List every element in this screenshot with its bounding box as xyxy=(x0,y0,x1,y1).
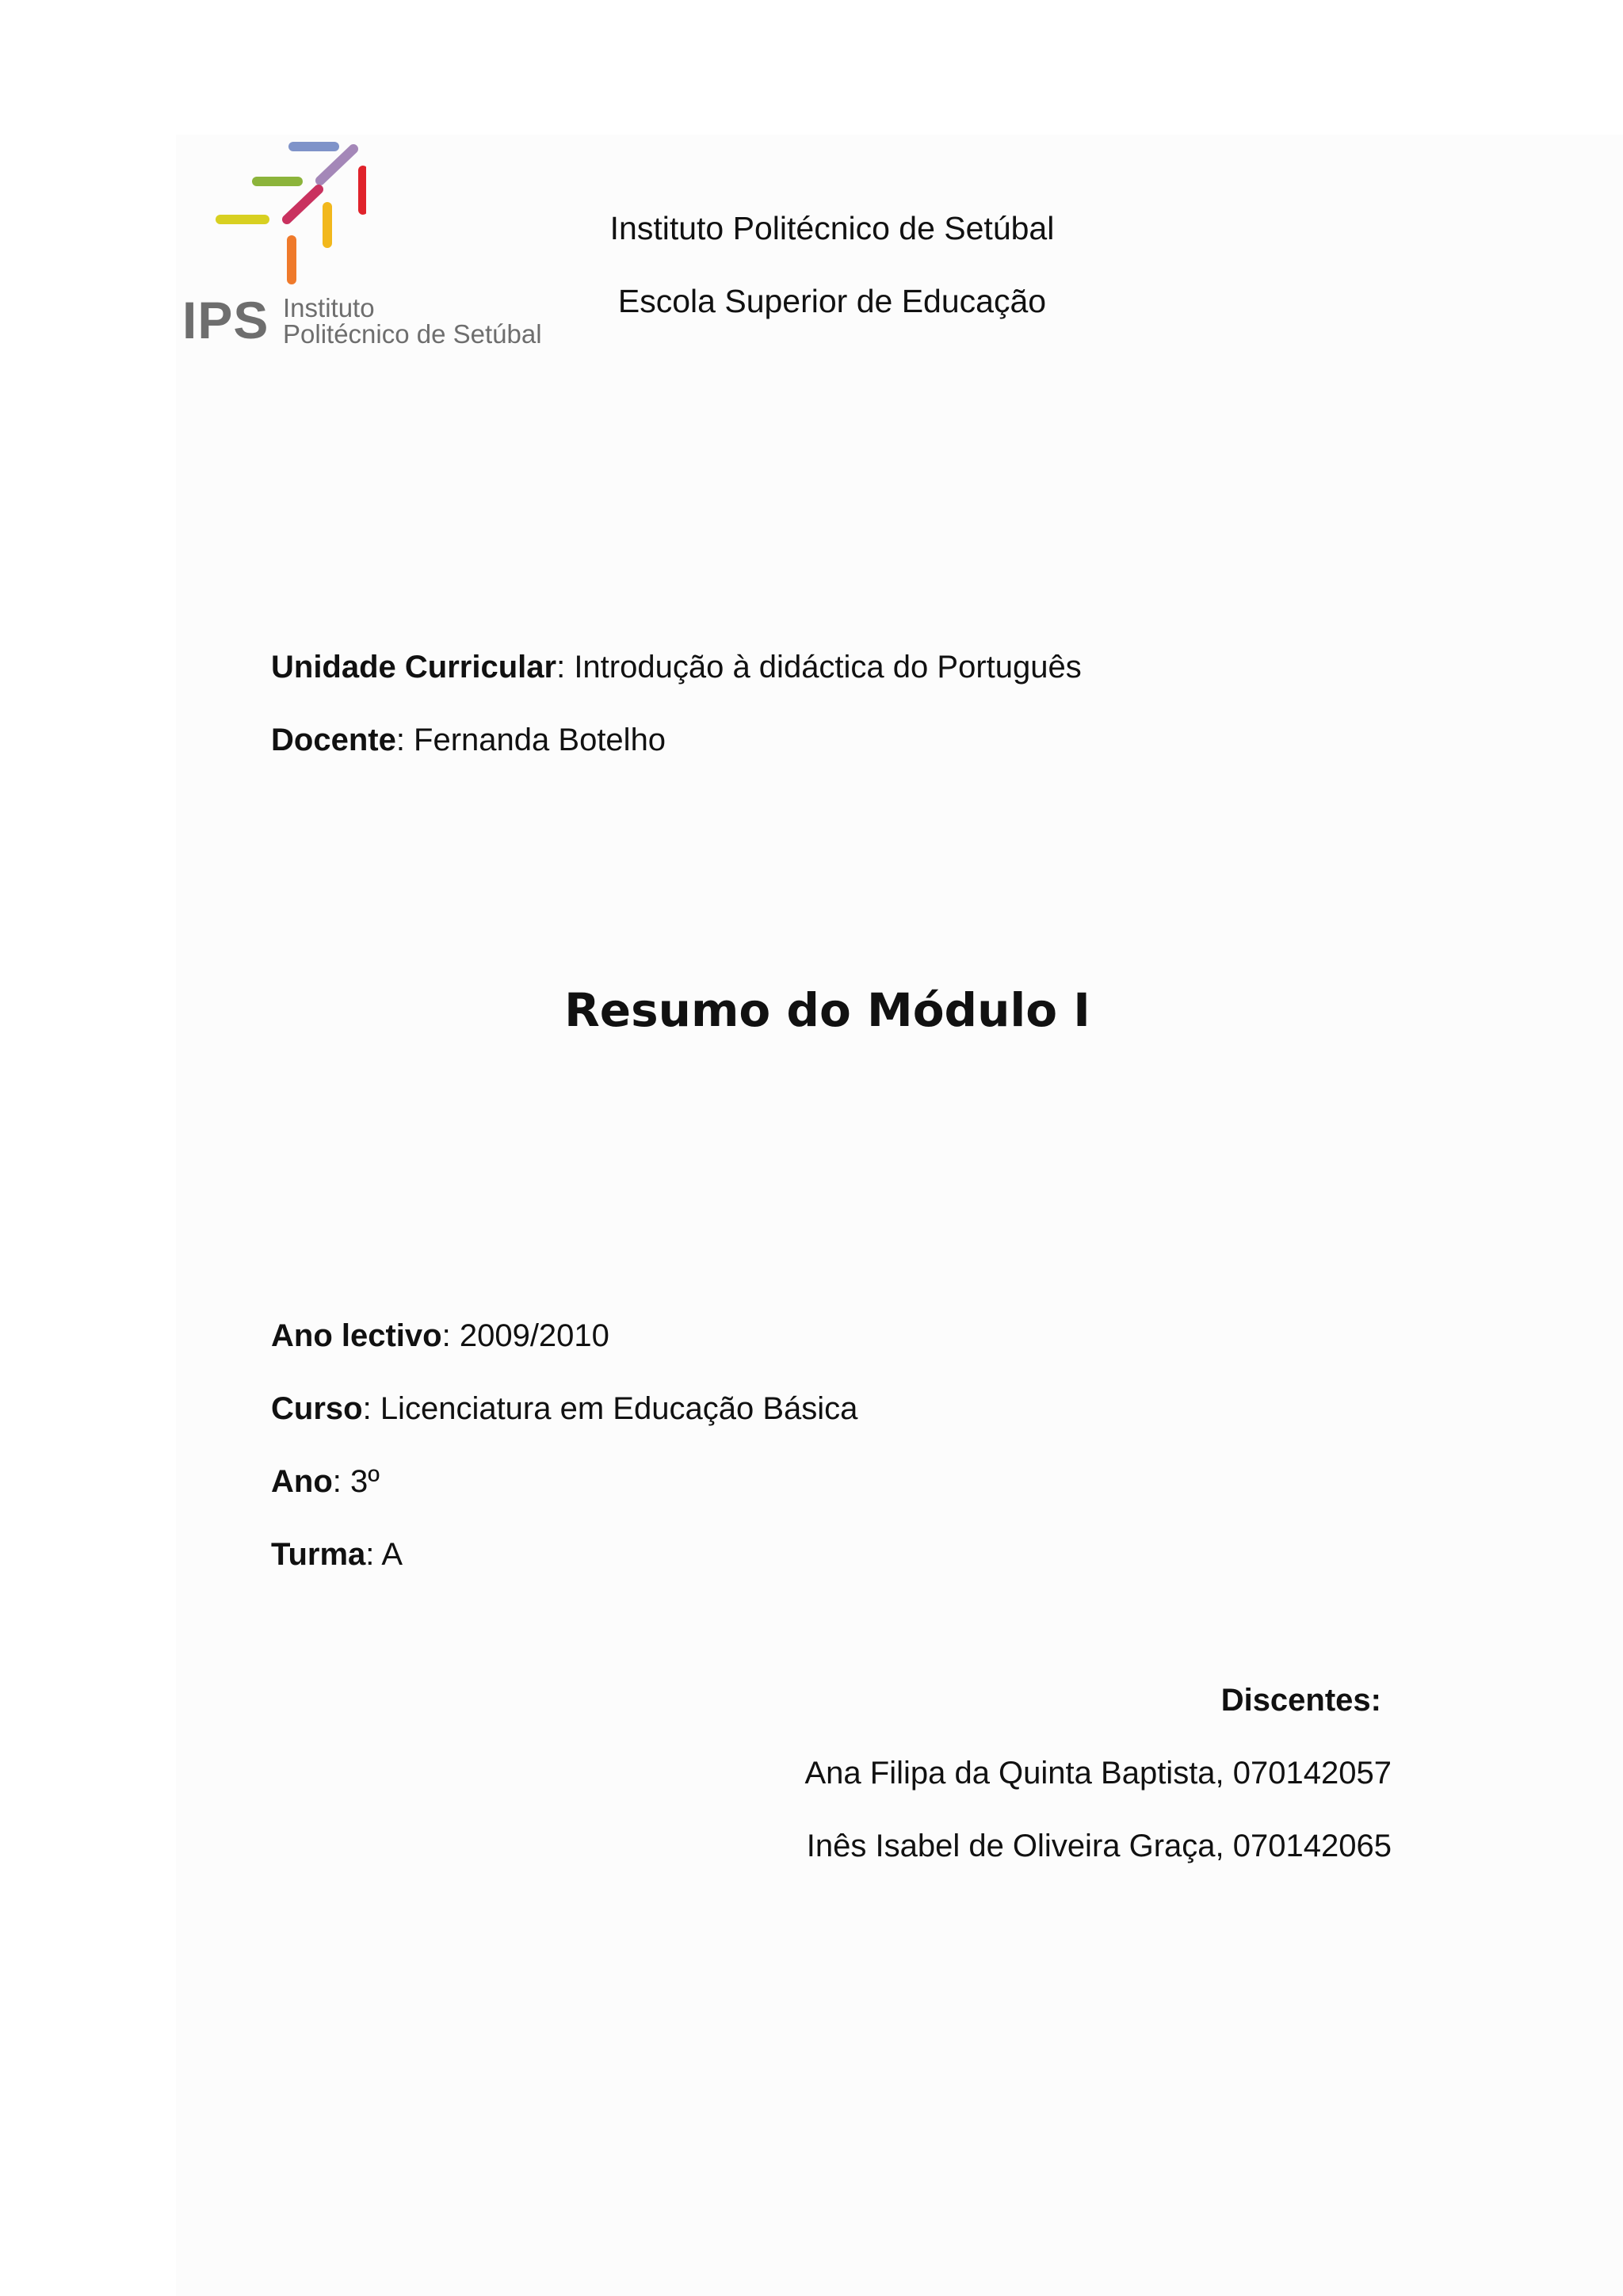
course-value: Licenciatura em Educação Básica xyxy=(380,1391,858,1426)
student-entry: Inês Isabel de Oliveira Graça, 070142065 xyxy=(806,1829,1392,1863)
school-name: Escola Superior de Educação xyxy=(617,283,1047,319)
logo-institution-name xyxy=(283,295,542,347)
separator: : xyxy=(395,723,414,757)
separator: : xyxy=(441,1318,460,1353)
curricular-unit-value: Introdução à didáctica do Português xyxy=(574,650,1082,685)
academic-year-label: Ano lectivo xyxy=(271,1318,442,1353)
logo-name-line2: Politécnico de Setúbal xyxy=(283,319,542,349)
course-label: Curso xyxy=(271,1391,363,1426)
students-label: Discentes: xyxy=(1220,1683,1381,1718)
logo-stroke-magenta xyxy=(287,189,319,219)
curricular-unit-label: Unidade Curricular xyxy=(271,650,557,685)
separator: : xyxy=(362,1391,380,1426)
course-line xyxy=(271,1390,857,1428)
class-value: A xyxy=(381,1537,403,1572)
logo-name-line1: Instituto xyxy=(283,293,375,322)
institution-header xyxy=(579,208,1086,354)
separator: : xyxy=(332,1464,350,1499)
separator: : xyxy=(365,1537,382,1572)
academic-year-line xyxy=(271,1317,609,1355)
academic-year-value: 2009/2010 xyxy=(459,1318,609,1353)
class-line xyxy=(271,1535,403,1573)
class-label: Turma xyxy=(271,1537,366,1572)
teacher-label: Docente xyxy=(271,723,396,757)
teacher-value: Fernanda Botelho xyxy=(414,723,666,757)
page-background xyxy=(176,135,1623,2296)
ips-colored-strokes-icon xyxy=(176,131,366,297)
separator: : xyxy=(556,650,575,685)
student-entry: Ana Filipa da Quinta Baptista, 070142057 xyxy=(804,1756,1392,1791)
document-title: Resumo do Módulo I xyxy=(564,983,1090,1037)
logo-acronym: IPS xyxy=(182,291,269,349)
institution-name: Instituto Politécnico de Setúbal xyxy=(609,210,1055,246)
ips-logo xyxy=(176,131,572,360)
grade-line xyxy=(271,1463,380,1501)
grade-value: 3º xyxy=(350,1464,380,1499)
grade-label: Ano xyxy=(271,1464,333,1499)
teacher-line xyxy=(271,721,666,759)
logo-stroke-purple xyxy=(320,149,353,181)
curricular-unit-line xyxy=(271,648,1082,686)
